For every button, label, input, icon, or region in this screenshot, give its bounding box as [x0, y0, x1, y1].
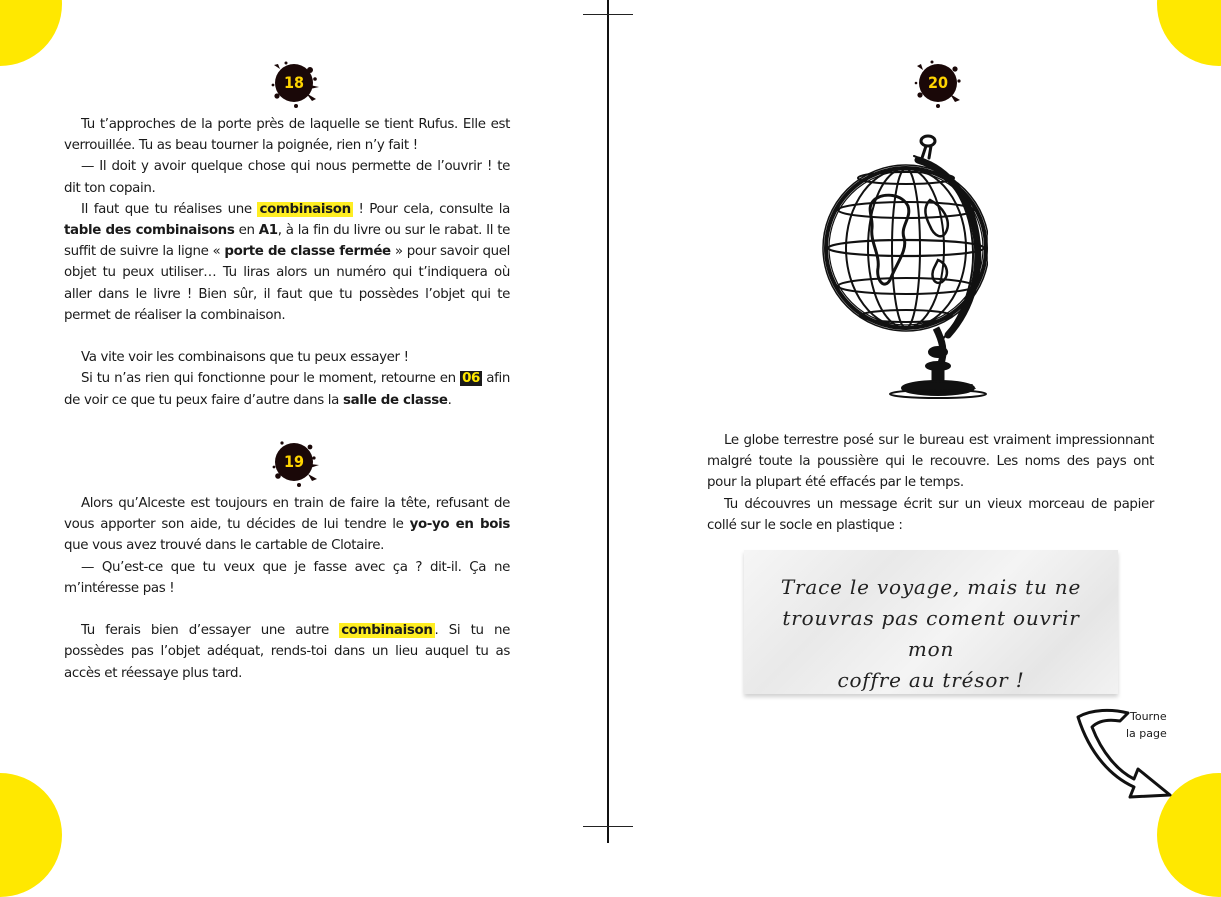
section-18-text — [64, 114, 510, 411]
section-badge-19 — [266, 434, 322, 490]
corner-circle-bottom-left — [0, 773, 62, 897]
paper-note — [744, 550, 1118, 694]
paragraph: — Il doit y avoir quelque chose qui nous permette de l’ouvrir ! te dit ton copain. — [64, 159, 510, 196]
paragraph — [64, 199, 510, 326]
section-number: 20 — [927, 73, 949, 92]
paragraph: Le globe terrestre posé sur le bureau est vraiment impressionnant malgré toute la poussière qui le recouvre. Les noms des pays ont pour la plupart été effacés par le temps. — [707, 433, 1154, 491]
text-run: Alors qu’Alceste est toujours en train de faire la tête, refusant de vous apporter son aide, tu décides de lui tendre le — [64, 496, 510, 533]
bold-term: yo-yo en bois — [409, 517, 510, 533]
text-run: . — [447, 392, 452, 408]
text-run: ! Pour cela, consulte la — [352, 201, 510, 217]
bold-term: porte de classe fermée — [224, 244, 391, 260]
paragraph — [64, 493, 510, 557]
section-badge-18 — [266, 55, 322, 111]
globe-illustration — [818, 130, 988, 400]
crop-mark-top — [583, 14, 633, 15]
text-run: Si tu n’as rien qui fonctionne pour le moment, retourne en — [81, 371, 461, 387]
text-run: que vous avez trouvé dans le cartable de Clotaire. — [64, 538, 385, 554]
text-run: afin de voir ce que tu peux faire d’autre dans la — [64, 371, 510, 408]
corner-circle-top-right — [1157, 0, 1221, 66]
note-line: trouvras pas coment ouvrir mon — [782, 606, 1080, 661]
turn-page-label: la page — [1126, 727, 1167, 740]
bold-term: A1 — [258, 223, 278, 239]
section-reference: 06 — [462, 371, 480, 387]
note-line: Trace le voyage, mais tu ne — [780, 575, 1082, 599]
note-line: coffre au trésor ! — [837, 668, 1025, 692]
section-19-text — [64, 493, 510, 684]
illustrator-signature: s. — [969, 382, 977, 392]
text-run: . Si tu ne possèdes pas l’objet adéquat, rends-toi dans un lieu auquel tu as accès et réessaye plus tard. — [64, 623, 510, 681]
bold-term: salle de classe — [342, 392, 448, 408]
text-run: en — [234, 223, 259, 239]
text-run: Tu ferais bien d’essayer une autre — [81, 623, 340, 639]
paragraph: Tu découvres un message écrit sur un vieux morceau de papier collé sur le socle en plastique : — [707, 496, 1154, 533]
section-badge-20 — [910, 55, 966, 111]
turn-page-label: Tourne — [1130, 710, 1167, 723]
text-run: , à la fin du livre ou sur le rabat. Il te suffit de suivre la ligne « — [64, 223, 510, 260]
section-number: 18 — [283, 73, 305, 92]
crop-mark-bottom — [583, 826, 633, 827]
text-run: Il faut que tu réalises une — [81, 201, 258, 217]
text-run: » pour savoir quel objet tu peux utiliser… Tu liras alors un numéro qui t’indiquera où aller dans le livre ! Bien sûr, il faut que tu possèdes l’objet qui te permet de réaliser la combinaison. — [64, 244, 510, 323]
paragraph: — Qu’est-ce que tu veux que je fasse avec ça ? dit-il. Ça ne m’intéresse pas ! — [64, 559, 510, 596]
paragraph — [64, 620, 510, 684]
paragraph: Va vite voir les combinaisons que tu peux essayer ! — [81, 350, 409, 366]
page-gutter — [607, 0, 609, 843]
section-number: 19 — [283, 452, 305, 471]
combinaison-keyword: combinaison — [259, 201, 351, 217]
paragraph — [64, 368, 510, 410]
combinaison-keyword: combinaison — [341, 623, 433, 639]
bold-term: table des combinaisons — [64, 223, 235, 239]
corner-circle-top-left — [0, 0, 62, 66]
note-message — [758, 572, 1104, 696]
section-20-text — [707, 430, 1154, 536]
paragraph: Tu t’approches de la porte près de laquelle se tient Rufus. Elle est verrouillée. Tu as beau tourner la poignée, rien n’y fait ! — [64, 117, 510, 154]
